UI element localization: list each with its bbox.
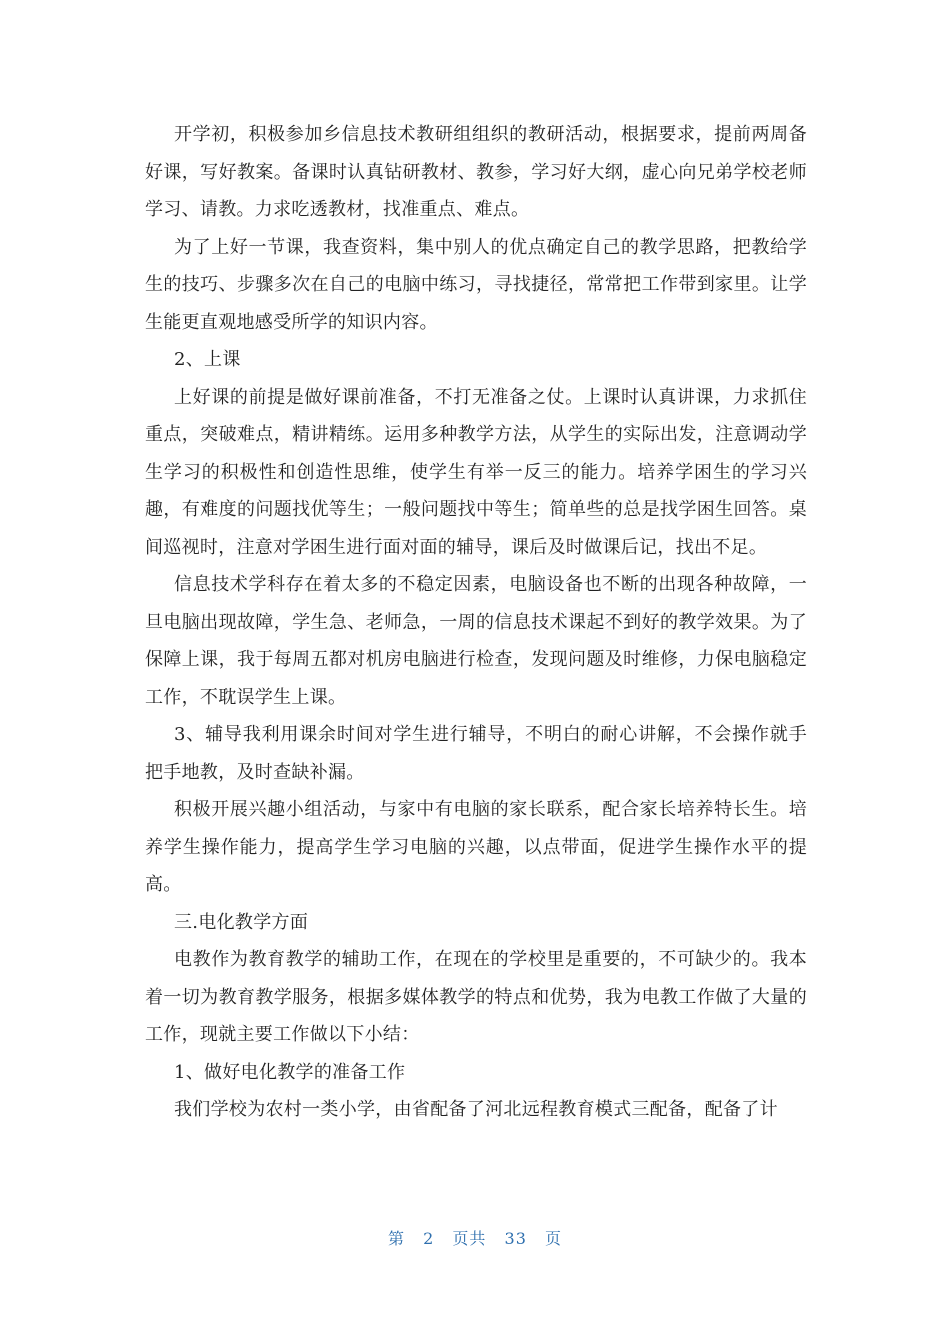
footer-di: 第 [388,1229,406,1248]
footer-ye: 页 [544,1229,562,1248]
page-footer [0,1226,950,1249]
paragraph: 电教作为教育教学的辅助工作，在现在的学校里是重要的，不可缺少的。我本着一切为教育教学服务，根据多媒体教学的特点和优势，我为电教工作做了大量的工作，现就主要工作做以下小结： [145,949,807,1045]
page-number: 2 [423,1229,435,1248]
document-body [145,116,807,1129]
paragraph: 3、辅导我利用课余时间对学生进行辅导，不明白的耐心讲解，不会操作就手把手地教，及时查缺补漏。 [145,724,807,783]
paragraph: 开学初，积极参加乡信息技术教研组组织的教研活动，根据要求，提前两周备好课，写好教案。备课时认真钻研教材、教参，学习好大纲，虚心向兄弟学校老师学习、请教。力求吃透教材，找准重点、难点。 [145,124,807,220]
paragraph: 我们学校为农村一类小学，由省配备了河北远程教育模式三配备，配备了计 [174,1099,778,1120]
section-heading: 1、做好电化教学的准备工作 [174,1061,406,1083]
paragraph: 为了上好一节课，我查资料，集中别人的优点确定自己的教学思路，把教给学生的技巧、步骤多次在自己的电脑中练习，寻找捷径，常常把工作带到家里。让学生能更直观地感受所学的知识内容。 [145,236,807,333]
section-heading: 2、上课 [174,349,241,370]
footer-ye-gong: 页共 [452,1229,487,1248]
total-pages: 33 [504,1229,527,1248]
paragraph: 上好课的前提是做好课前准备，不打无准备之仗。上课时认真讲课，力求抓住重点，突破难点，精讲精练。运用多种教学方法，从学生的实际出发，注意调动学生学习的积极性和创造性思维，使学生有举一反三的能力。培养学困生的学习兴趣，有难度的问题找优等生；一般问题找中等生；简单些的总是找学困生回答。桌间巡视时，注意对学困生进行面对面的辅导，课后及时做课后记，找出不足。 [145,386,807,558]
paragraph: 积极开展兴趣小组活动，与家中有电脑的家长联系，配合家长培养特长生。培养学生操作能力，提高学生学习电脑的兴趣，以点带面，促进学生操作水平的提高。 [145,799,807,895]
paragraph: 信息技术学科存在着太多的不稳定因素，电脑设备也不断的出现各种故障，一旦电脑出现故障，学生急、老师急，一周的信息技术课起不到好的教学效果。为了保障上课，我于每周五都对机房电脑进行检查，发现问题及时维修，力保电脑稳定工作，不耽误学生上课。 [145,574,807,708]
section-heading: 三.电化教学方面 [174,911,309,933]
